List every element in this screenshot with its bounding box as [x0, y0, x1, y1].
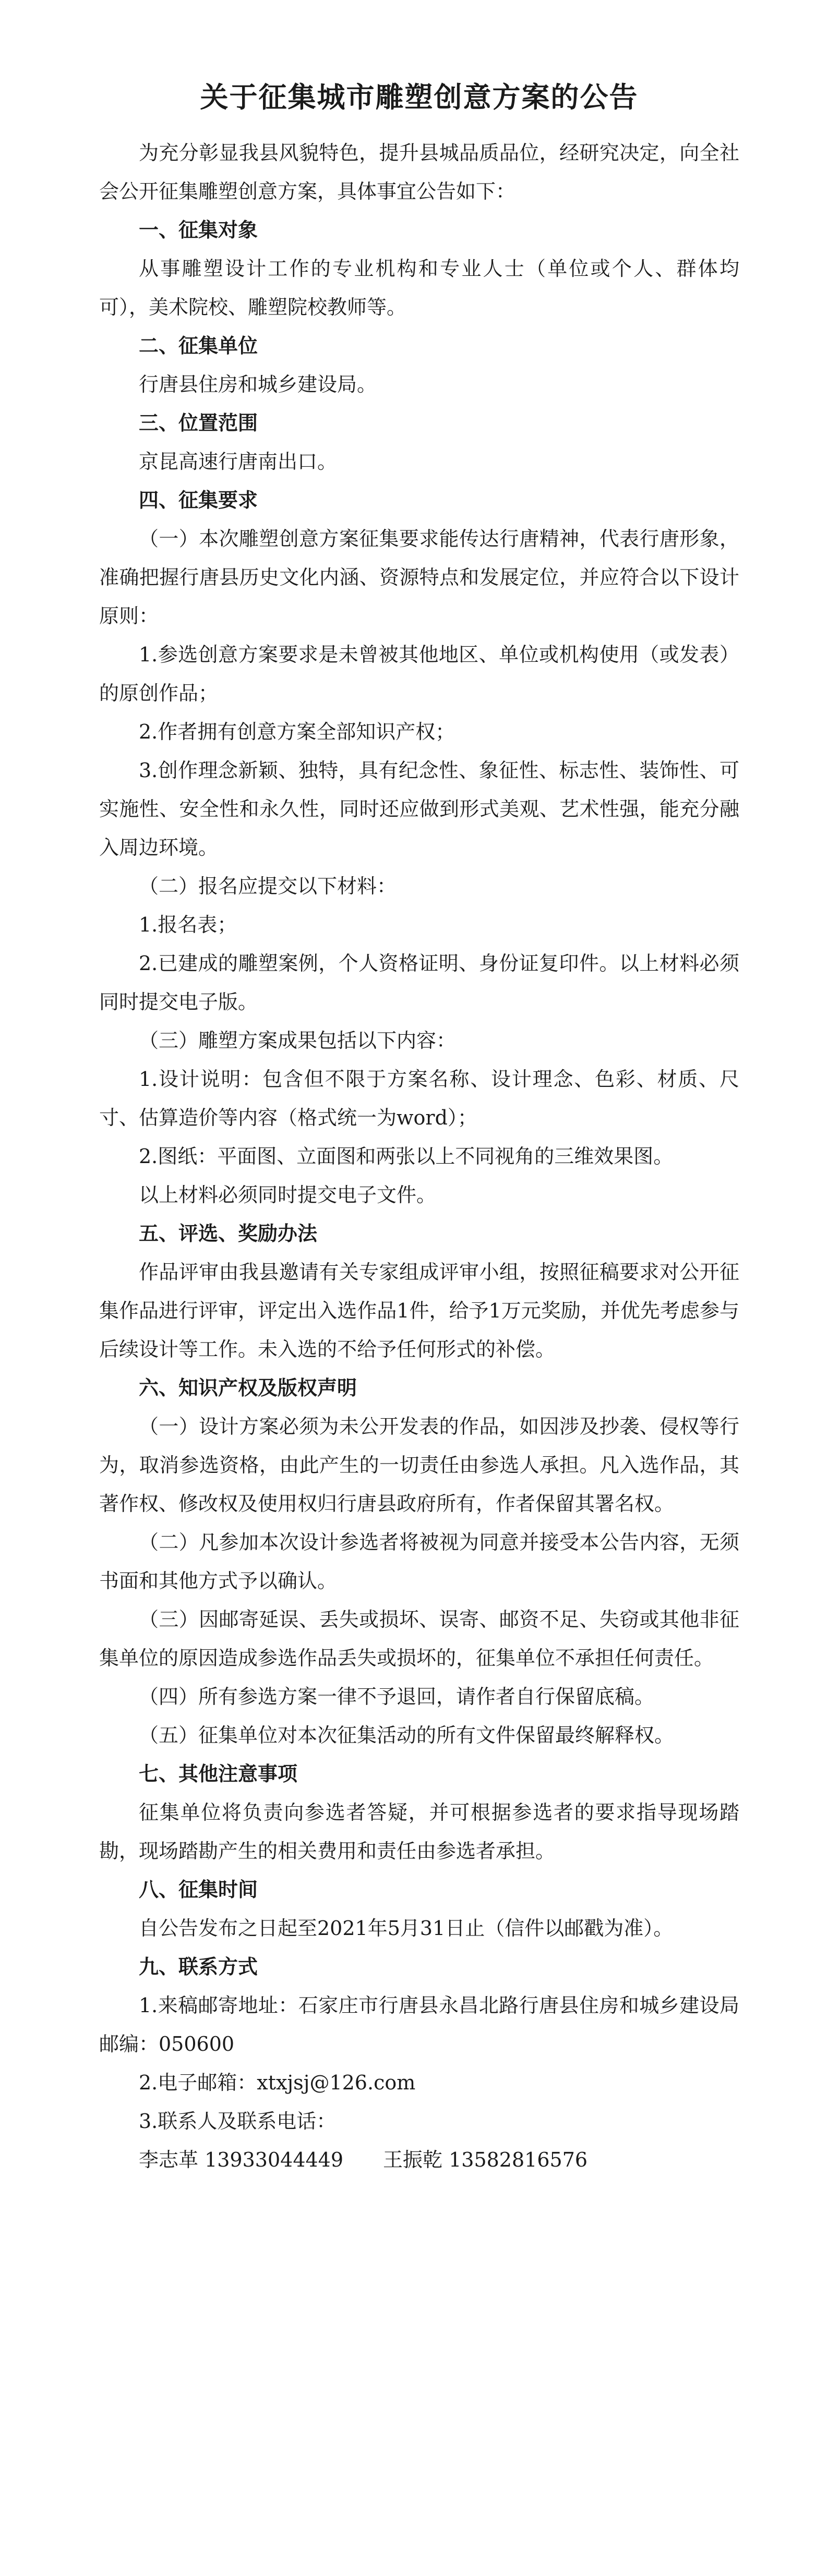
- contact-phones: 李志革 13933044449 王振乾 13582816576: [139, 2148, 588, 2171]
- paragraph: 2.已建成的雕塑案例，个人资格证明、身份证复印件。以上材料必须同时提交电子版。: [99, 952, 739, 1013]
- paragraph: 以上材料必须同时提交电子文件。: [139, 1183, 437, 1206]
- page-title: 关于征集城市雕塑创意方案的公告: [200, 81, 639, 114]
- contact-label: 3.联系人及联系电话：: [139, 2110, 337, 2133]
- paragraph: 自公告发布之日起至2021年5月31日止（信件以邮戳为准）。: [139, 1917, 674, 1940]
- section-heading-4: 四、征集要求: [139, 489, 258, 512]
- email-address: 2.电子邮箱：xtxjsj@126.com: [139, 2071, 416, 2094]
- paragraph: （三）雕塑方案成果包括以下内容：: [139, 1029, 457, 1052]
- paragraph: （二）凡参加本次设计参选者将被视为同意并接受本公告内容，无须书面和其他方式予以确认。: [99, 1531, 739, 1592]
- paragraph: （一）本次雕塑创意方案征集要求能传达行唐精神，代表行唐形象，准确把握行唐县历史文化内涵、资源特点和发展定位，并应符合以下设计原则：: [99, 527, 739, 627]
- paragraph: （五）征集单位对本次征集活动的所有文件保留最终解释权。: [139, 1724, 675, 1747]
- mailing-address: 1.来稿邮寄地址：石家庄市行唐县永昌北路行唐县住房和城乡建设局 邮编：050600: [99, 1994, 760, 2055]
- section-heading-9: 九、联系方式: [139, 1955, 258, 1978]
- paragraph: （三）因邮寄延误、丢失或损坏、误寄、邮资不足、失窃或其他非征集单位的原因造成参选作品丢失或损坏的，征集单位不承担任何责任。: [99, 1608, 739, 1670]
- paragraph: 征集单位将负责向参选者答疑，并可根据参选者的要求指导现场踏勘，现场踏勘产生的相关费用和责任由参选者承担。: [99, 1801, 739, 1863]
- paragraph: 2.图纸：平面图、立面图和两张以上不同视角的三维效果图。: [139, 1145, 674, 1168]
- section-heading-8: 八、征集时间: [139, 1878, 258, 1901]
- intro-paragraph: 为充分彰显我县风貌特色，提升县城品质品位，经研究决定，向全社会公开征集雕塑创意方案，具体事宜公告如下：: [99, 141, 739, 203]
- section-heading-3: 三、位置范围: [139, 412, 258, 434]
- paragraph: 1.设计说明：包含但不限于方案名称、设计理念、色彩、材质、尺寸、估算造价等内容（格式统一为word）；: [99, 1068, 739, 1129]
- paragraph: 作品评审由我县邀请有关专家组成评审小组，按照征稿要求对公开征集作品进行评审，评定出入选作品1件，给予1万元奖励，并优先考虑参与后续设计等工作。未入选的不给予任何形式的补偿。: [99, 1261, 739, 1361]
- paragraph: （二）报名应提交以下材料：: [139, 875, 397, 898]
- paragraph: 2.作者拥有创意方案全部知识产权；: [139, 720, 455, 743]
- paragraph: 从事雕塑设计工作的专业机构和专业人士（单位或个人、群体均可），美术院校、雕塑院校教师等。: [99, 257, 739, 319]
- paragraph: 行唐县住房和城乡建设局。: [139, 373, 377, 396]
- paragraph: （四）所有参选方案一律不予退回，请作者自行保留底稿。: [139, 1685, 655, 1708]
- section-heading-1: 一、征集对象: [139, 219, 258, 241]
- paragraph: 京昆高速行唐南出口。: [139, 450, 338, 473]
- paragraph: （一）设计方案必须为未公开发表的作品，如因涉及抄袭、侵权等行为，取消参选资格，由此产生的一切责任由参选人承担。凡入选作品，其著作权、修改权及使用权归行唐县政府所有，作者保留其署名权。: [99, 1415, 739, 1515]
- section-heading-2: 二、征集单位: [139, 334, 258, 357]
- paragraph: 3.创作理念新颖、独特，具有纪念性、象征性、标志性、装饰性、可实施性、安全性和永久性，同时还应做到形式美观、艺术性强，能充分融入周边环境。: [99, 759, 739, 859]
- paragraph: 1.参选创意方案要求是未曾被其他地区、单位或机构使用（或发表）的原创作品；: [99, 643, 739, 705]
- section-heading-6: 六、知识产权及版权声明: [139, 1376, 357, 1399]
- paragraph: 1.报名表；: [139, 913, 237, 936]
- section-heading-5: 五、评选、奖励办法: [139, 1222, 318, 1245]
- section-heading-7: 七、其他注意事项: [139, 1762, 298, 1785]
